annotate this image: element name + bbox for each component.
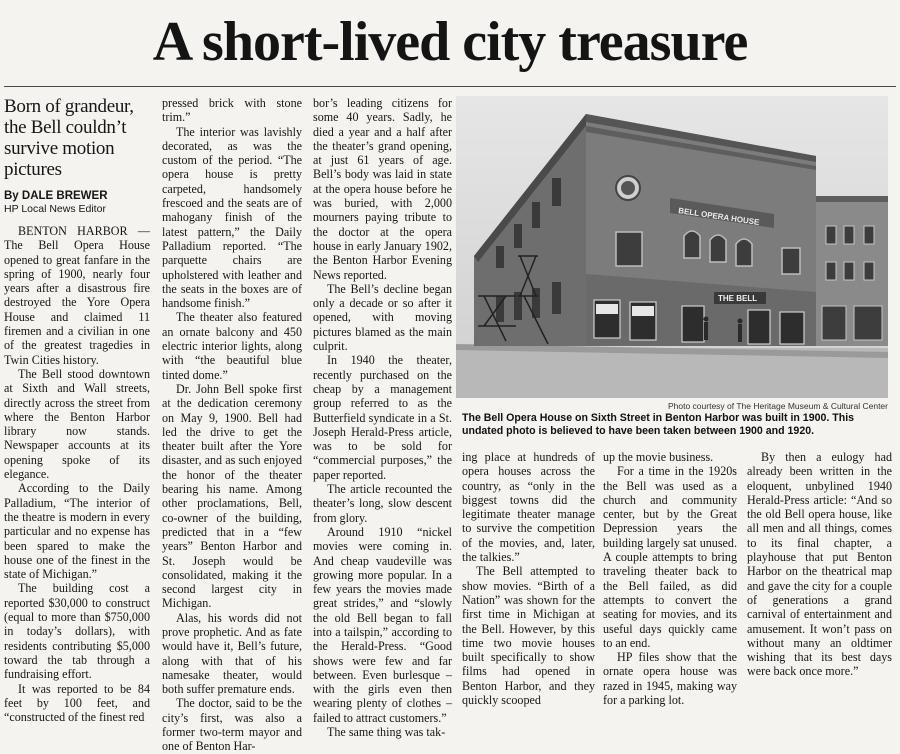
paragraph: pressed brick with stone trim.”: [162, 96, 302, 125]
paragraph: HP files show that the ornate opera house was razed in 1945, making way for a parking lot.: [603, 650, 737, 708]
article-column-1: [4, 96, 150, 725]
opera-house-photo: [456, 96, 888, 398]
article-column-5: [603, 450, 737, 708]
paragraph: The Bell attempted to show movies. “Birth of a Nation” was shown for the first time in Michigan at the Bell. However, by this time two movie houses built specifically to show films had opened in Benton Harbor, and they quickly scooped: [462, 564, 595, 708]
paragraph: It was reported to be 84 feet by 100 feet, and “constructed of the finest red: [4, 681, 150, 725]
paragraph: The article recounted the theater’s long, slow descent from glory.: [313, 482, 452, 525]
article-column-3: [313, 96, 452, 740]
paragraph: bor’s leading citizens for some 40 years. Sadly, he died a year and a half after the theater’s grand opening, at just 61 years of age. Bell’s body was laid in state at the opera house before he was buried, with 2,000 mourners paying tribute to the doctor at the opera house in early January 1902, the Benton Harbor Evening News reported.: [313, 96, 452, 282]
facade-sign-text: BELL OPERA HOUSE: [677, 206, 760, 228]
paragraph: In 1940 the theater, recently purchased on the cheap by a management group referred to as the Butterfield syndicate in a St. Joseph Herald-Press article, was to be sold for “commercial purposes,” the paper reported.: [313, 353, 452, 482]
paragraph: Alas, his words did not prove prophetic. And as fate would have it, Bell’s future, along with that of his namesake theater, would both suffer premature ends.: [162, 610, 302, 697]
paragraph: Dr. John Bell spoke first at the dedication ceremony on May 9, 1900. Bell had led the drive to get the theater built after the Yore disaster, and as such enjoyed the honor of the theater bearing his name. Among other proclamations, Bell, co-owner of the building, predicted that in a “few years” Benton Harbor and St. Joseph would be consolidated, making it the second largest city in Michigan.: [162, 381, 302, 611]
paragraph: For a time in the 1920s the Bell was used as a church and community center, but by the Great Depression years the building largely sat unused. A couple attempts to bring traveling theater back to the Bell failed, as did attempts to convert the seating for movies, and its useful days quickly came to an end.: [603, 464, 737, 650]
subheadline: Born of grandeur, the Bell couldn’t survive motion pictures: [4, 96, 134, 180]
headline-rule: [4, 86, 896, 87]
paragraph: The building cost a reported $30,000 to construct (equal to more than $750,000 in today’s dollars), with residents contributing $5,000 toward the tab through a fundraising effort.: [4, 581, 150, 682]
paragraph: By then a eulogy had already been written in the eloquent, unbylined 1940 Herald-Press article: “And so the old Bell opera house, like all men and all things, comes to its final chapter, a playhouse that put Benton Harbor on the theatrical map and gave the city for a couple of generations a grand carnival of entertainment and amusement. It won’t pass on without many an oldtimer wishing that its best days were back once more.”: [747, 450, 892, 679]
photo-caption: The Bell Opera House on Sixth Street in Benton Harbor was built in 1900. This undated photo is believed to have been taken between 1900 and 1920.: [462, 412, 855, 437]
paragraph: The theater also featured an ornate balcony and 450 electric interior lights, along with “the beautiful blue tinted dome.”: [162, 310, 302, 382]
byline-title: HP Local News Editor: [4, 203, 106, 215]
paragraph: The Bell stood downtown at Sixth and Wall streets, directly across the street from where the Benton Harbor library now stands. Newspaper accounts at its opening spoke of its elegance.: [4, 366, 150, 482]
paragraph: up the movie business.: [603, 450, 714, 464]
paragraph: ing place at hundreds of opera houses across the country, as “only in the biggest towns did the legitimate theater manage to survive the competition of the movies, and, later, the talkies.”: [462, 450, 595, 565]
paragraph: According to the Daily Palladium, “The interior of the theatre is modern in every particular and no expense has been spared to make the house one of the finest in the state of Michigan.”: [4, 481, 150, 582]
paragraph: The Bell’s decline began only a decade or so after it opened, with moving pictures blamed as the main culprit.: [313, 281, 452, 354]
paragraph: The same thing was tak-: [327, 725, 446, 740]
marquee-sign-text: THE BELL: [718, 294, 758, 303]
paragraph: BENTON HARBOR — The Bell Opera House opened to great fanfare in the spring of 1900, nearly four years after a disastrous fire destroyed the Yore Opera House and claimed 11 firemen and a civilian in one of the greatest tragedies in Twin Cities history.: [4, 224, 150, 367]
opera-house-illustration: [456, 96, 888, 398]
byline: By DALE BREWER: [4, 190, 108, 202]
article-column-4: [462, 450, 595, 708]
article-column-6: [747, 450, 892, 679]
paragraph: The interior was lavishly decorated, as was the custom of the period. “The opera house is pretty carpeted, handsomely frescoed and the seats are of mahogany finish of the latest pattern,” the Daily Palladium reported. “The parquette chairs are upholstered with leather and the seats in the boxes are of handsome finish.”: [162, 124, 302, 311]
photo-credit: Photo courtesy of The Heritage Museum & Cultural Center: [667, 401, 888, 411]
article-column-2: [162, 96, 302, 754]
paragraph: The doctor, said to be the city’s first, was also a former two-term mayor and one of Benton Har-: [162, 696, 302, 754]
paragraph: Around 1910 “nickel movies were coming in. And cheap vaudeville was growing more popular. In a few years the movies made great strides,” and “slowly the old Bell began to fall into a tailspin,” according to the Herald-Press. “Good shows were few and far between. Even burlesque – with the girls even then wearing plenty of clothes – failed to attract customers.”: [313, 524, 452, 725]
headline: A short-lived city treasure: [152, 11, 748, 73]
